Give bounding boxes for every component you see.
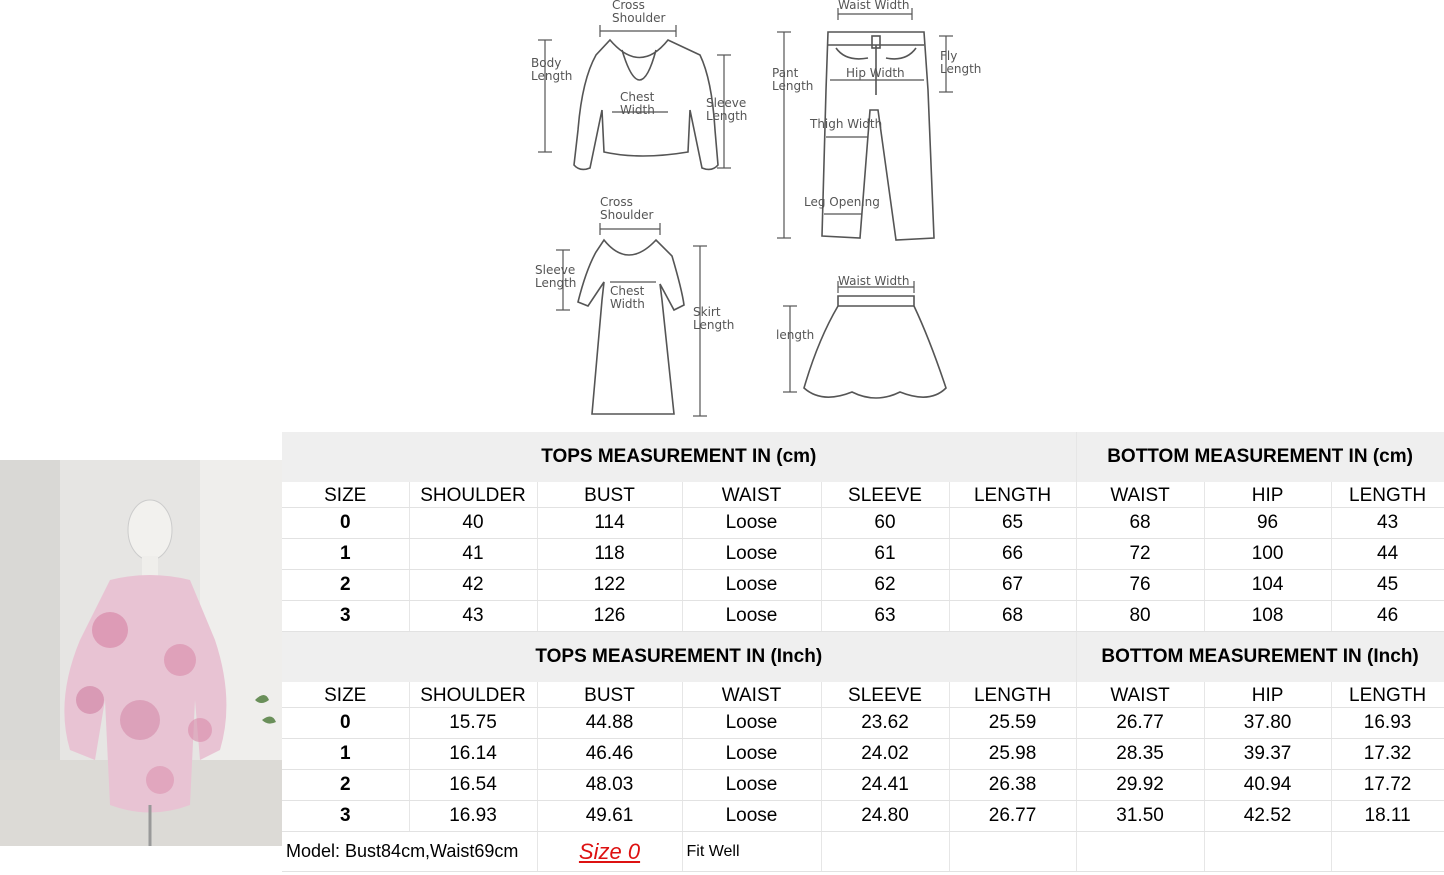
table-cell: 26.77 xyxy=(949,801,1076,832)
col-bottom-length: LENGTH xyxy=(1331,482,1444,508)
table-cell: 25.98 xyxy=(949,739,1076,770)
table-cell: 66 xyxy=(949,539,1076,570)
table-cell: 42.52 xyxy=(1204,801,1331,832)
mannequin-image xyxy=(0,460,282,846)
col-hip: HIP xyxy=(1204,682,1331,708)
table-cell: 80 xyxy=(1076,601,1204,632)
table-cell: 0 xyxy=(282,508,409,539)
label-top-chest-width: Chest Width xyxy=(620,90,655,117)
table-cell: 29.92 xyxy=(1076,770,1204,801)
empty-cell xyxy=(949,832,1076,872)
table-row xyxy=(282,739,1444,770)
table-cell: 104 xyxy=(1204,570,1331,601)
table-cell: 18.11 xyxy=(1331,801,1444,832)
table-cell: 3 xyxy=(282,601,409,632)
table-row xyxy=(282,539,1444,570)
table-cell: 40 xyxy=(409,508,537,539)
table-cell: 28.35 xyxy=(1076,739,1204,770)
table-cell: 17.32 xyxy=(1331,739,1444,770)
table-cell: 43 xyxy=(409,601,537,632)
col-bust: BUST xyxy=(537,682,682,708)
table-cell: 23.62 xyxy=(821,708,949,739)
table-cell: 45 xyxy=(1331,570,1444,601)
table-cell: 41 xyxy=(409,539,537,570)
table-cell: 44 xyxy=(1331,539,1444,570)
label-dress-chest-width: Chest Width xyxy=(610,284,645,311)
table-cell: 72 xyxy=(1076,539,1204,570)
table-cell: 16.54 xyxy=(409,770,537,801)
garment-sketches xyxy=(0,0,1444,432)
table-cell: 31.50 xyxy=(1076,801,1204,832)
inch-section-header xyxy=(282,632,1444,683)
table-cell: 46 xyxy=(1331,601,1444,632)
table-cell: 67 xyxy=(949,570,1076,601)
table-cell: 26.77 xyxy=(1076,708,1204,739)
table-cell: 44.88 xyxy=(537,708,682,739)
table-cell: 40.94 xyxy=(1204,770,1331,801)
table-cell: 118 xyxy=(537,539,682,570)
label-top-cross-shoulder: Cross Shoulder xyxy=(612,0,666,25)
label-hip-width: Hip Width xyxy=(846,66,905,80)
table-cell: 2 xyxy=(282,770,409,801)
col-hip: HIP xyxy=(1204,482,1331,508)
cm-column-headers xyxy=(282,482,1444,508)
table-cell: Loose xyxy=(682,539,821,570)
measurement-diagram xyxy=(0,0,1444,432)
table-cell: Loose xyxy=(682,739,821,770)
table-cell: Loose xyxy=(682,801,821,832)
col-shoulder: SHOULDER xyxy=(409,482,537,508)
table-cell: 126 xyxy=(537,601,682,632)
table-cell: 68 xyxy=(949,601,1076,632)
dress-sketch xyxy=(556,223,707,416)
inch-column-headers xyxy=(282,682,1444,708)
table-cell: 46.46 xyxy=(537,739,682,770)
size-chart-table xyxy=(282,432,1444,872)
label-pant-length: Pant Length xyxy=(772,66,814,93)
table-row xyxy=(282,570,1444,601)
table-row xyxy=(282,708,1444,739)
table-cell: 16.93 xyxy=(1331,708,1444,739)
table-cell: Loose xyxy=(682,770,821,801)
col-bottom-waist: WAIST xyxy=(1076,482,1204,508)
label-top-sleeve-length: Sleeve Length xyxy=(706,96,748,123)
table-row xyxy=(282,601,1444,632)
col-length: LENGTH xyxy=(949,482,1076,508)
table-cell: 15.75 xyxy=(409,708,537,739)
table-cell: 61 xyxy=(821,539,949,570)
tops-inch-title: TOPS MEASUREMENT IN (Inch) xyxy=(282,632,1076,683)
table-cell: 43 xyxy=(1331,508,1444,539)
table-cell: 60 xyxy=(821,508,949,539)
label-pant-waist-width: Waist Width xyxy=(838,0,910,12)
table-cell: Loose xyxy=(682,508,821,539)
col-bottom-waist: WAIST xyxy=(1076,682,1204,708)
empty-cell xyxy=(1204,832,1331,872)
table-cell: 62 xyxy=(821,570,949,601)
col-bottom-length: LENGTH xyxy=(1331,682,1444,708)
table-cell: Loose xyxy=(682,570,821,601)
label-skirt-length-short: length xyxy=(776,328,815,342)
table-cell: 24.02 xyxy=(821,739,949,770)
table-row xyxy=(282,770,1444,801)
table-cell: 65 xyxy=(949,508,1076,539)
table-cell: 16.14 xyxy=(409,739,537,770)
label-dress-sleeve-length: Sleeve Length xyxy=(535,263,577,290)
label-leg-opening: Leg Opening xyxy=(804,195,880,209)
col-waist: WAIST xyxy=(682,482,821,508)
table-cell: 16.93 xyxy=(409,801,537,832)
model-measurements: Model: Bust84cm,Waist69cm xyxy=(282,832,537,872)
table-cell: 3 xyxy=(282,801,409,832)
table-cell: 24.80 xyxy=(821,801,949,832)
col-length: LENGTH xyxy=(949,682,1076,708)
table-cell: Loose xyxy=(682,601,821,632)
fit-note: Fit Well xyxy=(682,832,821,872)
table-cell: 2 xyxy=(282,570,409,601)
col-waist: WAIST xyxy=(682,682,821,708)
label-fly-length: Fly Length xyxy=(940,49,982,76)
table-row xyxy=(282,508,1444,539)
table-cell: 39.37 xyxy=(1204,739,1331,770)
table-cell: 63 xyxy=(821,601,949,632)
cm-section-header xyxy=(282,432,1444,482)
model-size: Size 0 xyxy=(537,832,682,872)
label-dress-cross-shoulder: Cross Shoulder xyxy=(600,195,654,222)
empty-cell xyxy=(821,832,949,872)
table-cell: 17.72 xyxy=(1331,770,1444,801)
table-cell: 37.80 xyxy=(1204,708,1331,739)
table-cell: 122 xyxy=(537,570,682,601)
bottom-inch-title: BOTTOM MEASUREMENT IN (Inch) xyxy=(1076,632,1444,683)
table-cell: 1 xyxy=(282,739,409,770)
table-cell: 68 xyxy=(1076,508,1204,539)
col-sleeve: SLEEVE xyxy=(821,482,949,508)
table-cell: Loose xyxy=(682,708,821,739)
table-cell: 25.59 xyxy=(949,708,1076,739)
table-cell: 48.03 xyxy=(537,770,682,801)
label-skirt-waist-width: Waist Width xyxy=(838,274,910,288)
empty-cell xyxy=(1076,832,1204,872)
bottom-cm-title: BOTTOM MEASUREMENT IN (cm) xyxy=(1076,432,1444,482)
table-cell: 76 xyxy=(1076,570,1204,601)
footer-row xyxy=(282,832,1444,872)
table-cell: 96 xyxy=(1204,508,1331,539)
table-cell: 114 xyxy=(537,508,682,539)
table-cell: 26.38 xyxy=(949,770,1076,801)
size-chart xyxy=(282,432,1444,872)
col-sleeve: SLEEVE xyxy=(821,682,949,708)
col-size: SIZE xyxy=(282,682,409,708)
product-photo xyxy=(0,460,282,846)
table-cell: 108 xyxy=(1204,601,1331,632)
table-row xyxy=(282,801,1444,832)
col-shoulder: SHOULDER xyxy=(409,682,537,708)
table-cell: 1 xyxy=(282,539,409,570)
table-cell: 0 xyxy=(282,708,409,739)
table-cell: 49.61 xyxy=(537,801,682,832)
label-top-body-length: Body Length xyxy=(531,56,573,83)
label-thigh-width: Thigh Width xyxy=(810,117,883,131)
col-size: SIZE xyxy=(282,482,409,508)
table-cell: 24.41 xyxy=(821,770,949,801)
label-skirt-length: Skirt Length xyxy=(693,305,735,332)
tops-cm-title: TOPS MEASUREMENT IN (cm) xyxy=(282,432,1076,482)
empty-cell xyxy=(1331,832,1444,872)
col-bust: BUST xyxy=(537,482,682,508)
table-cell: 42 xyxy=(409,570,537,601)
table-cell: 100 xyxy=(1204,539,1331,570)
